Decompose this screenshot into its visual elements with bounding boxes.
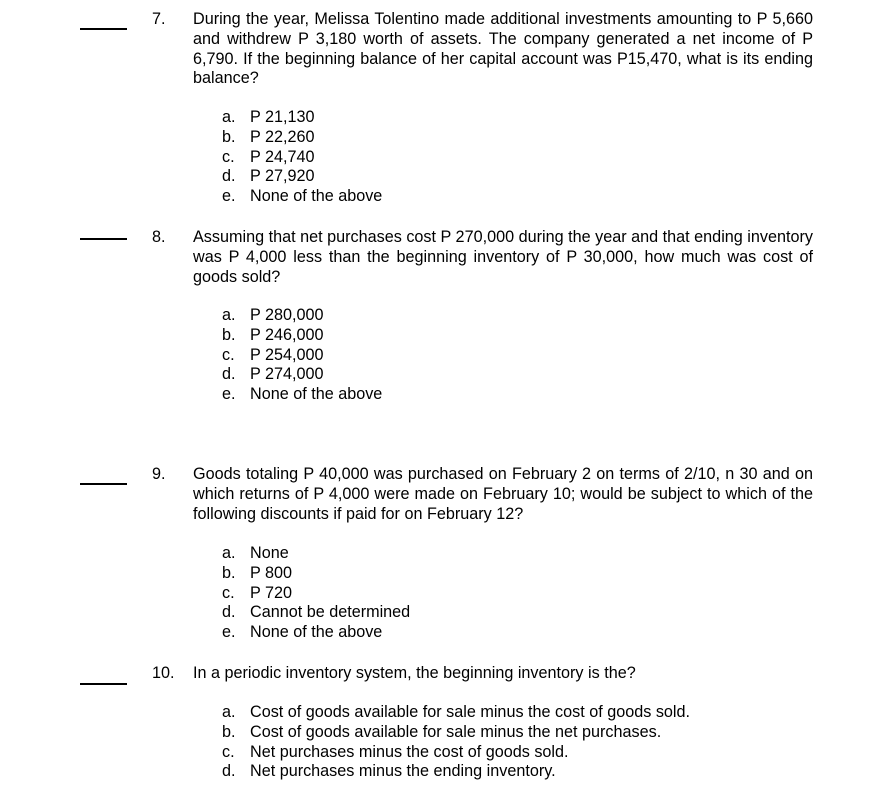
option-c[interactable]: [222, 584, 410, 604]
option-text: Net purchases minus the ending inventory.: [250, 762, 556, 781]
option-letter: a.: [222, 703, 236, 721]
option-letter: d.: [222, 762, 236, 781]
option-list: [222, 306, 382, 405]
answer-blank[interactable]: [80, 683, 127, 685]
option-text: None of the above: [250, 623, 383, 642]
option-letter: e.: [222, 187, 236, 206]
option-text: P 27,920: [250, 167, 315, 186]
option-text: None of the above: [250, 385, 383, 404]
question-number: 10.: [152, 664, 175, 682]
option-text: Cannot be determined: [250, 603, 411, 622]
option-text: P 24,740: [250, 147, 315, 166]
option-a[interactable]: [222, 108, 382, 128]
answer-blank[interactable]: [80, 28, 127, 30]
option-list: [222, 703, 690, 782]
option-d[interactable]: [222, 167, 382, 187]
option-d[interactable]: [222, 365, 382, 385]
option-text: P 800: [250, 563, 293, 582]
option-d[interactable]: [222, 603, 410, 623]
option-c[interactable]: [222, 148, 382, 168]
question-text: Assuming that net purchases cost P 270,000 during the year and that ending inventory was P 4,000 less than the beginning inventory of P 30,000, how much was cost of goods sold?: [193, 228, 813, 286]
option-letter: d.: [222, 365, 236, 384]
option-b[interactable]: [222, 564, 410, 584]
option-text: P 274,000: [250, 365, 324, 384]
option-letter: d.: [222, 603, 236, 622]
option-e[interactable]: [222, 187, 382, 207]
option-list: [222, 108, 382, 207]
option-b[interactable]: [222, 723, 690, 743]
question-number: 7.: [152, 10, 166, 28]
question-number: 9.: [152, 465, 166, 483]
option-e[interactable]: [222, 385, 382, 405]
option-letter: c.: [222, 345, 235, 364]
answer-blank[interactable]: [80, 483, 127, 485]
option-text: Cost of goods available for sale minus the net purchases.: [250, 722, 662, 741]
option-letter: e.: [222, 623, 236, 642]
option-list: [222, 544, 410, 643]
question-text: Goods totaling P 40,000 was purchased on February 2 on terms of 2/10, n 30 and on which returns of P 4,000 were made on February 10; would be subject to which of the following discounts if paid for on February 12?: [193, 465, 813, 523]
option-c[interactable]: [222, 346, 382, 366]
option-letter: b.: [222, 325, 236, 344]
option-b[interactable]: [222, 326, 382, 346]
option-c[interactable]: [222, 743, 690, 763]
option-text: P 280,000: [250, 306, 324, 324]
question-text: During the year, Melissa Tolentino made additional investments amounting to P 5,660 and withdrew P 3,180 worth of assets. The company generated a net income of P 6,790. If the beginning balance of her capital account was P15,470, what is its ending balance?: [193, 10, 813, 88]
option-a[interactable]: [222, 306, 382, 326]
option-e[interactable]: [222, 623, 410, 643]
option-text: Cost of goods available for sale minus the cost of goods sold.: [250, 703, 691, 721]
option-text: P 246,000: [250, 325, 324, 344]
option-letter: e.: [222, 385, 236, 404]
option-text: Net purchases minus the cost of goods sold.: [250, 742, 569, 761]
option-letter: c.: [222, 583, 235, 602]
option-letter: c.: [222, 147, 235, 166]
option-letter: b.: [222, 127, 236, 146]
option-text: None of the above: [250, 187, 383, 206]
option-text: P 21,130: [250, 108, 315, 126]
option-text: P 720: [250, 583, 293, 602]
answer-blank[interactable]: [80, 238, 127, 240]
option-text: P 22,260: [250, 127, 315, 146]
option-letter: b.: [222, 563, 236, 582]
option-letter: a.: [222, 544, 236, 562]
option-b[interactable]: [222, 128, 382, 148]
option-text: None: [250, 544, 289, 562]
question-text: In a periodic inventory system, the beginning inventory is the?: [193, 664, 636, 682]
option-text: P 254,000: [250, 345, 324, 364]
option-d[interactable]: [222, 762, 690, 782]
question-number: 8.: [152, 228, 166, 246]
option-a[interactable]: [222, 703, 690, 723]
option-letter: d.: [222, 167, 236, 186]
option-letter: a.: [222, 108, 236, 126]
option-letter: b.: [222, 722, 236, 741]
option-letter: c.: [222, 742, 235, 761]
option-letter: a.: [222, 306, 236, 324]
option-a[interactable]: [222, 544, 410, 564]
